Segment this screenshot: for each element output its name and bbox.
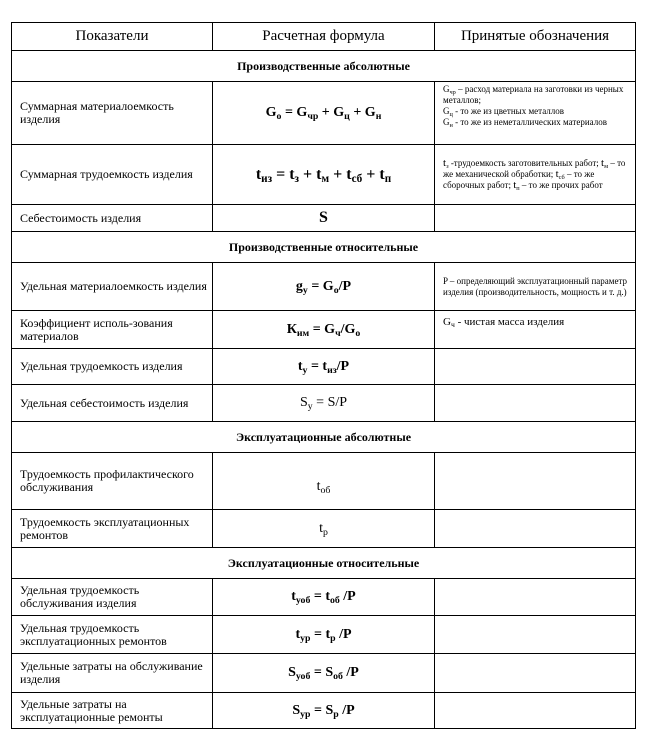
indicator-name: Удельная трудоемкость изделия: [12, 349, 213, 385]
table-row: [12, 263, 636, 311]
table-row: [12, 579, 636, 616]
indicator-name: Удельные затраты на обслуживание изделия: [12, 654, 213, 693]
formula-cell: $S_{ур} = S_р$ /P: [213, 693, 435, 729]
header-row: [12, 23, 636, 51]
notation-cell: [435, 385, 636, 422]
notation-cell: [435, 453, 636, 510]
indicator-name: Коэффициент исполь-зования материалов: [12, 311, 213, 349]
table-row: [12, 385, 636, 422]
notation-cell: [435, 205, 636, 232]
formula-cell: $t_{об}$: [213, 453, 435, 510]
table-row: [12, 616, 636, 654]
indicator-name: Трудоемкость профилактического обслуживания: [12, 453, 213, 510]
notation-cell: P – определяющий эксплуатационный параметр изделия (производительность, мощность и т. д.): [435, 263, 636, 311]
notation-cell: [435, 654, 636, 693]
section-row: [12, 548, 636, 579]
notation-cell: $t_з$ -трудоемкость заготовительных работ; $t_м$ – то же механической обработки; $t_{сб}$ – то же сборочных работ; $t_п$ – то же прочих работ: [435, 145, 636, 205]
section-operational-absolute: Эксплуатационные абсолютные: [12, 422, 636, 453]
notation-cell: [435, 693, 636, 729]
notation-cell: [435, 579, 636, 616]
section-row: [12, 51, 636, 82]
table-row: [12, 311, 636, 349]
table-row: [12, 510, 636, 548]
indicator-name: Удельная трудоемкость эксплуатационных ремонтов: [12, 616, 213, 654]
formula-cell: $t_{ур} = t_р$ /P: [213, 616, 435, 654]
formula-cell: $G_о = G_{чр} + G_ц + G_н$: [213, 82, 435, 145]
header-indicators: Показатели: [12, 23, 213, 51]
notation-cell: [435, 616, 636, 654]
indicator-name: Удельная трудоемкость обслуживания изделия: [12, 579, 213, 616]
indicator-name: Суммарная материалоемкость изделия: [12, 82, 213, 145]
indicators-table: [11, 22, 636, 729]
formula-cell: $t_р$: [213, 510, 435, 548]
indicator-name: Удельная материалоемкость изделия: [12, 263, 213, 311]
indicator-name: Удельная себестоимость изделия: [12, 385, 213, 422]
table-row: [12, 654, 636, 693]
section-row: [12, 422, 636, 453]
table-row: [12, 82, 636, 145]
indicator-name: Удельные затраты на эксплуатационные ремонты: [12, 693, 213, 729]
formula-cell: $t_у = t_{из}/P$: [213, 349, 435, 385]
header-formula: Расчетная формула: [213, 23, 435, 51]
section-operational-relative: Эксплуатационные относительные: [12, 548, 636, 579]
formula-cell: S: [213, 205, 435, 232]
table-row: [12, 453, 636, 510]
notation-cell: $G_{чр}$ – расход материала на заготовки из черных металлов; $G_ц$ - то же из цветных металлов $G_н$ - то же из неметаллических материалов: [435, 82, 636, 145]
section-production-absolute: Производственные абсолютные: [12, 51, 636, 82]
formula-cell: $t_{уоб} = t_{об}$ /P: [213, 579, 435, 616]
indicator-name: Себестоимость изделия: [12, 205, 213, 232]
table-row: [12, 145, 636, 205]
formula-cell: $g_у = G_о/P$: [213, 263, 435, 311]
formula-cell: $t_{из} = t_з + t_м + t_{сб} + t_п$: [213, 145, 435, 205]
section-row: [12, 232, 636, 263]
table-row: [12, 205, 636, 232]
notation-cell: $G_ч$ - чистая масса изделия: [435, 311, 636, 349]
notation-cell: [435, 349, 636, 385]
indicator-name: Суммарная трудоемкость изделия: [12, 145, 213, 205]
formula-cell: $S_{уоб} = S_{об}$ /P: [213, 654, 435, 693]
formula-cell: $К_{им} = G_ч/G_о$: [213, 311, 435, 349]
section-production-relative: Производственные относительные: [12, 232, 636, 263]
formula-cell: $S_у = S/P$: [213, 385, 435, 422]
notation-cell: [435, 510, 636, 548]
table-row: [12, 349, 636, 385]
table-row: [12, 693, 636, 729]
header-notation: Принятые обозначения: [435, 23, 636, 51]
indicator-name: Трудоемкость эксплуатационных ремонтов: [12, 510, 213, 548]
